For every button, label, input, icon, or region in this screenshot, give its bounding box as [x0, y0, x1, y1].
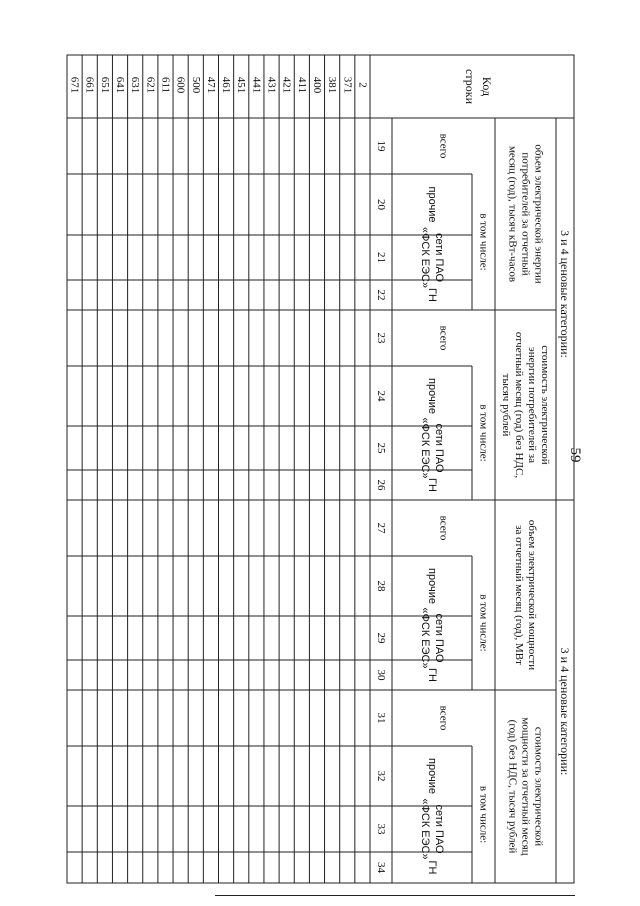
row-code: 500: [189, 76, 202, 94]
section-title-line: энергии потребителей за: [526, 347, 538, 463]
subheader-including: в том числе:: [477, 213, 490, 271]
row-code: 411: [295, 76, 308, 94]
subheader-total: всего: [437, 515, 450, 541]
row-code: 611: [159, 76, 172, 94]
page-bottom-rule: [215, 895, 575, 906]
subheader-gn: ГН: [426, 668, 438, 682]
row-code-header: строки: [463, 69, 477, 104]
section-title-line: тысяч рублей: [500, 373, 512, 437]
column-number: 27: [375, 522, 387, 534]
subheader-other: прочие: [426, 568, 438, 604]
section-title-line: (год) без НДС, тысяч рублей: [506, 719, 519, 854]
subheader-gn: ГН: [426, 478, 438, 492]
section-title-line: объем электрической мощности: [526, 519, 538, 671]
column-number: 28: [375, 580, 387, 592]
subheader-fsk: «ФСК ЕЭС»: [419, 417, 431, 479]
subheader-fsk: сети ПАО: [433, 804, 445, 854]
section-title-line: за отчетный месяц (год), МВт: [513, 525, 525, 665]
subheader-other: прочие: [426, 758, 438, 794]
row-code: 2: [356, 82, 369, 88]
column-number: 31: [375, 712, 387, 724]
section-title-line: объем электрической энергии: [532, 144, 545, 284]
row-code: 621: [144, 76, 157, 94]
section-title-line: потребителей за отчетный: [519, 152, 532, 276]
row-code: 631: [129, 76, 142, 94]
page-number: 59: [567, 447, 583, 463]
column-number: 33: [375, 823, 387, 835]
subheader-including: в том числе:: [477, 594, 490, 652]
section-title-line: мощности за отчетный месяц: [519, 717, 532, 856]
column-number: 23: [375, 332, 387, 344]
column-number: 24: [375, 390, 387, 402]
subheader-including: в том числе:: [477, 785, 490, 844]
row-code: 471: [204, 76, 217, 94]
column-number: 29: [375, 632, 387, 644]
subheader-fsk: «ФСК ЕЭС»: [419, 798, 431, 860]
subheader-fsk: сети ПАО: [433, 613, 445, 663]
column-number: 26: [375, 479, 387, 491]
column-number: 19: [375, 140, 387, 152]
section-title-line: месяц (год), тысяч кВт-часов: [506, 145, 519, 283]
column-number: 22: [375, 289, 387, 301]
row-code: 421: [280, 76, 293, 94]
column-number: 21: [375, 252, 387, 263]
row-code: 441: [250, 76, 263, 94]
row-code: 400: [310, 76, 323, 94]
column-number: 25: [375, 442, 387, 454]
subheader-total: всего: [437, 705, 450, 731]
column-number: 32: [375, 770, 387, 782]
row-code: 461: [220, 76, 233, 94]
column-number: 30: [375, 669, 387, 681]
group-header-energy: 3 и 4 ценовые категории:: [558, 230, 572, 358]
subheader-fsk: сети ПАО: [433, 423, 445, 473]
subheader-gn: ГН: [426, 288, 438, 302]
subheader-total: всего: [437, 325, 450, 351]
section-title-line: стоимость электрической: [532, 726, 545, 847]
row-code: 451: [235, 76, 248, 94]
column-number: 20: [375, 199, 387, 210]
group-header-power: 3 и 4 ценовые категории:: [558, 647, 572, 776]
section-title-line: отчетный месяц (год) без НДС,: [513, 331, 525, 479]
subheader-fsk: «ФСК ЕЭС»: [419, 226, 431, 289]
subheader-fsk: «ФСК ЕЭС»: [419, 607, 431, 669]
subheader-other: прочие: [426, 186, 438, 223]
subheader-gn: ГН: [426, 860, 438, 875]
subheader-fsk: сети ПАО: [433, 232, 445, 283]
row-code: 431: [265, 76, 278, 94]
row-code: 600: [174, 76, 187, 94]
row-code: 651: [98, 76, 111, 94]
subheader-including: в том числе:: [477, 404, 490, 462]
row-code: 641: [114, 76, 127, 94]
row-code: 661: [83, 76, 96, 94]
row-code: 371: [341, 76, 354, 94]
row-code: 381: [326, 76, 339, 94]
subheader-total: всего: [437, 133, 450, 159]
row-code: 671: [68, 76, 81, 94]
section-title-line: стоимость электрической: [539, 345, 551, 465]
row-code-header: Код: [480, 76, 494, 97]
column-number: 34: [375, 862, 387, 873]
subheader-other: прочие: [426, 378, 438, 414]
